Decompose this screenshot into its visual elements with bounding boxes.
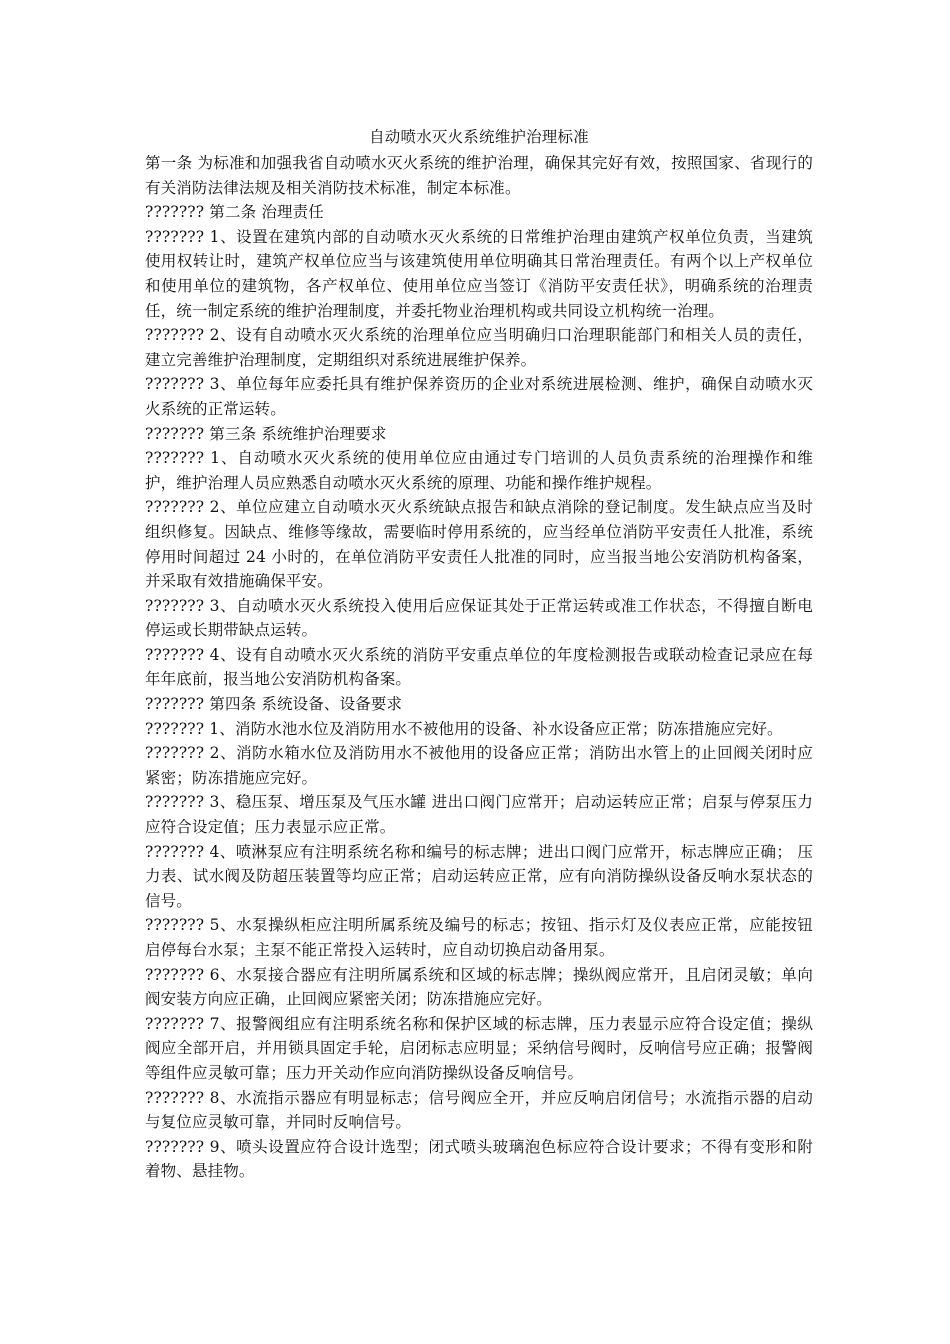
paragraph-4-4: ??????? 4、喷淋泵应有注明系统名称和编号的标志牌；进出口阀门应常开，标志牌应正确； 压力表、试水阀及防超压装置等均应正常；启动运转应正常，应有向消防操纵设备反响水泵状态的信号。 (145, 842, 813, 910)
document-body (145, 151, 813, 1184)
paragraph-2-1: ??????? 1、设置在建筑内部的自动喷水灭火系统的日常维护治理由建筑产权单位负责，当建筑使用权转让时，建筑产权单位应当与该建筑使用单位明确其日常治理责任。有两个以上产权单位和使用单位的建筑物，各产权单位、使用单位应当签订《消防平安责任状》，明确系统的治理责任，统一制定系统的维护治理制度，并委托物业治理机构或共同设立机构统一治理。 (145, 227, 813, 320)
heading-article-2: ??????? 第二条 治理责任 (145, 203, 324, 222)
paragraph-3-1: ??????? 1、自动喷水灭火系统的使用单位应由通过专门培训的人员负责系统的治理操作和维护，维护治理人员应熟悉自动喷水灭火系统的原理、功能和操作维护规程。 (145, 449, 813, 492)
document-title: 自动喷水灭火系统维护治理标准 (369, 128, 589, 146)
paragraph-4-2: ??????? 2、消防水箱水位及消防用水不被他用的设备应正常；消防出水管上的止回阀关闭时应紧密；防冻措施应完好。 (145, 744, 813, 787)
paragraph-3-4: ??????? 4、设有自动喷水灭火系统的消防平安重点单位的年度检测报告或联动检查记录应在每年年底前，报当地公安消防机构备案。 (145, 645, 813, 689)
paragraph-4-1: ??????? 1、消防水池水位及消防用水不被他用的设备、补水设备应正常；防冻措施应完好。 (145, 719, 783, 738)
heading-article-3: ??????? 第三条 系统维护治理要求 (145, 424, 387, 443)
paragraph-article-1: 第一条 为标准和加强我省自动喷水灭火系统的维护治理，确保其完好有效，按照国家、省现行的有关消防法律法规及相关消防技术标准，制定本标准。 (145, 154, 813, 197)
paragraph-2-2: ??????? 2、设有自动喷水灭火系统的治理单位应当明确归口治理职能部门和相关人员的责任，建立完善维护治理制度，定期组织对系统进展维护保养。 (145, 326, 813, 369)
paragraph-3-2: ??????? 2、单位应建立自动喷水灭火系统缺点报告和缺点消除的登记制度。发生缺点应当及时组织修复。因缺点、维修等缘故，需要临时停用系统的，应当经单位消防平安责任人批准，系统停用时间超过 24 小时的，在单位消防平安责任人批准的同时，应当报当地公安消防机构备案，并采取有效措施确保平安。 (145, 498, 813, 591)
paragraph-4-5: ??????? 5、水泵操纵柜应注明所属系统及编号的标志；按钮、指示灯及仪表应正常，应能按钮启停每台水泵；主泵不能正常投入运转时，应自动切换启动备用泵。 (145, 916, 813, 959)
document-page (145, 125, 813, 1184)
paragraph-4-8: ??????? 8、水流指示器应有明显标志；信号阀应全开，并应反响启闭信号；水流指示器的启动与复位应灵敏可靠，并同时反响信号。 (145, 1088, 813, 1132)
paragraph-4-9: ??????? 9、喷头设置应符合设计选型；闭式喷头玻璃泡色标应符合设计要求；不得有变形和附着物、悬挂物。 (145, 1137, 813, 1181)
paragraph-4-3: ??????? 3、稳压泵、增压泵及气压水罐 进出口阀门应常开；启动运转应正常；启泵与停泵压力应符合设定值；压力表显示应正常。 (145, 793, 813, 837)
paragraph-2-3: ??????? 3、单位每年应委托具有维护保养资历的企业对系统进展检测、维护，确保自动喷水灭火系统的正常运转。 (145, 375, 813, 418)
paragraph-3-3: ??????? 3、自动喷水灭火系统投入使用后应保证其处于正常运转或准工作状态，不得擅自断电停运或长期带缺点运转。 (145, 596, 813, 640)
paragraph-4-6: ??????? 6、水泵接合器应有注明所属系统和区域的标志牌；操纵阀应常开，且启闭灵敏；单向阀安装方向应正确，止回阀应紧密关闭；防冻措施应完好。 (145, 965, 813, 1009)
paragraph-4-7: ??????? 7、报警阀组应有注明系统名称和保护区域的标志牌，压力表显示应符合设定值；操纵阀应全部开启，并用锁具固定手轮，启闭标志应明显；采纳信号阀时，反响信号应正确；报警阀等组件应灵敏可靠；压力开关动作应向消防操纵设备反响信号。 (145, 1014, 813, 1082)
heading-article-4: ??????? 第四条 系统设备、设备要求 (145, 695, 403, 714)
